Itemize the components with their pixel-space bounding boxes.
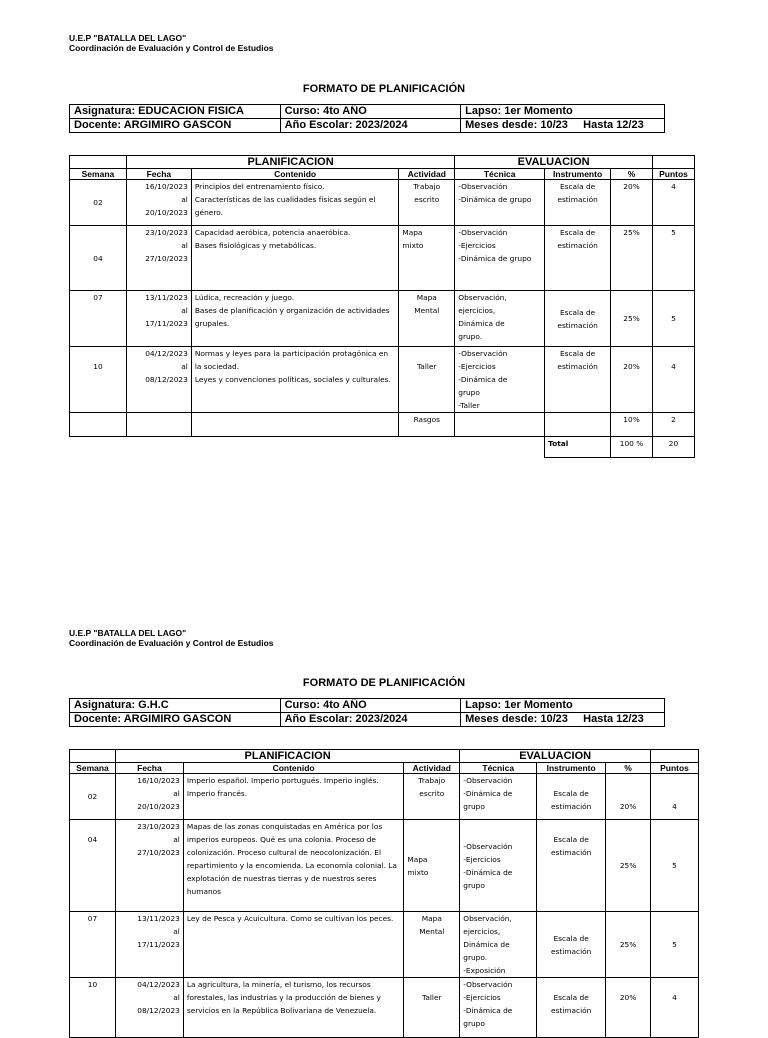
semana-cell: 07	[70, 912, 116, 978]
tecnica-cell: -Observación -Ejercicios -Dinámica de grupo -Taller	[455, 347, 545, 413]
fecha-cell: 13/11/2023 al 17/11/2023	[126, 291, 191, 347]
semana-cell: 10	[70, 978, 116, 1038]
total-label: Total	[545, 437, 611, 458]
letterhead	[69, 628, 274, 648]
letterhead	[69, 33, 274, 53]
col-fecha: Fecha	[115, 763, 183, 774]
actividad-cell: Trabajo escrito	[399, 180, 455, 226]
col-puntos: Puntos	[652, 169, 694, 180]
actividad-cell: Mapa Mental	[399, 291, 455, 347]
col-instrumento: Instrumento	[537, 763, 606, 774]
table-row	[70, 347, 695, 413]
semana-cell: 04	[70, 820, 116, 912]
puntos-cell: 5	[652, 226, 694, 291]
col-porcentaje: %	[606, 763, 651, 774]
school-name: U.E.P "BATALLA DEL LAGO"	[69, 33, 187, 43]
instrumento-cell: Escala de estimación	[545, 291, 611, 347]
col-actividad: Actividad	[399, 169, 455, 180]
actividad-cell: Taller	[399, 347, 455, 413]
tecnica-cell: -Observación -Ejercicios -Dinámica de grupo	[460, 820, 537, 912]
fecha-cell: 16/10/2023 al 20/10/2023	[126, 180, 191, 226]
puntos-cell: 5	[652, 291, 694, 347]
puntos-cell: 5	[651, 912, 699, 978]
porcentaje-cell: 25%	[611, 291, 653, 347]
actividad-cell: Mapa mixto	[404, 820, 460, 912]
contenido-cell: Mapas de las zonas conquistadas en América por los imperios europeos. Qué es una colonia. Proceso de colonización. Proceso cultural de neocolonización. El repartimiento y la encomienda. La economía colonial. La explotación de nuestras tierras y de nuestros seres humanos	[183, 820, 403, 912]
instrumento-cell: Escala de estimación	[537, 978, 606, 1038]
docente-cell: Docente: ARGIMIRO GASCON	[70, 119, 281, 133]
col-contenido: Contenido	[191, 169, 398, 180]
puntos-cell: 4	[651, 774, 699, 820]
fecha-cell: 23/10/2023 al 27/10/2023	[115, 820, 183, 912]
contenido-cell: Imperio español. Imperio portugués. Imperio inglés. Imperio francés.	[183, 774, 403, 820]
porcentaje-cell: 25%	[606, 912, 651, 978]
puntos-cell: 4	[652, 180, 694, 226]
fecha-cell: 04/12/2023 al 08/12/2023	[115, 978, 183, 1038]
tecnica-cell: Observación, ejercicios, Dinámica de grupo. -Exposición	[460, 912, 537, 978]
school-name: U.E.P "BATALLA DEL LAGO"	[69, 628, 187, 638]
semana-cell: 02	[70, 774, 116, 820]
table-row	[70, 226, 695, 291]
porcentaje-cell: 25%	[606, 820, 651, 912]
table-row	[70, 291, 695, 347]
contenido-cell: La agricultura, la minería, el turismo, los recursos forestales, las industrias y la producción de bienes y servicios en la República Bolivariana de Venezuela.	[183, 978, 403, 1038]
instrumento-cell: Escala de estimación	[537, 820, 606, 912]
docente-cell: Docente: ARGIMIRO GASCON	[70, 713, 281, 727]
semana-cell: 02	[70, 180, 127, 226]
fecha-cell: 04/12/2023 al 08/12/2023	[126, 347, 191, 413]
curso-cell: Curso: 4to AÑO	[280, 699, 461, 713]
curso-cell: Curso: 4to AÑO	[280, 105, 460, 119]
fecha-cell: 16/10/2023 al 20/10/2023	[115, 774, 183, 820]
total-puntos: 20	[652, 437, 694, 458]
semana-cell: 10	[70, 347, 127, 413]
porcentaje-cell: 20%	[606, 978, 651, 1038]
evaluacion-header: EVALUACION	[455, 156, 653, 169]
form-title: FORMATO DE PLANIFICACIÓN	[302, 83, 466, 95]
porcentaje-cell: 20%	[606, 774, 651, 820]
semana-cell: 04	[70, 226, 127, 291]
col-tecnica: Técnica	[455, 169, 545, 180]
tecnica-cell: -Observación -Dinámica de grupo	[455, 180, 545, 226]
contenido-cell: Principios del entrenamiento físico. Características de las cualidades físicas según el género.	[191, 180, 398, 226]
tecnica-cell: -Observación -Ejercicios -Dinámica de grupo	[455, 226, 545, 291]
contenido-cell: Lúdica, recreación y juego. Bases de planificación y organización de actividades grupales.	[191, 291, 398, 347]
meses-cell: Meses desde: 10/23 Hasta 12/23	[461, 119, 665, 133]
instrumento-cell: Escala de estimación	[545, 226, 611, 291]
col-tecnica: Técnica	[460, 763, 537, 774]
fecha-cell: 23/10/2023 al 27/10/2023	[126, 226, 191, 291]
tecnica-cell: Observación, ejercicios, Dinámica de grupo.	[455, 291, 545, 347]
col-puntos: Puntos	[651, 763, 699, 774]
instrumento-cell: Escala de estimación	[537, 774, 606, 820]
puntos-cell: 5	[651, 820, 699, 912]
planning-table	[69, 155, 695, 458]
col-semana: Semana	[70, 169, 127, 180]
asignatura-cell: Asignatura: G.H.C	[70, 699, 281, 713]
contenido-cell: Ley de Pesca y Acuicultura. Como se cultivan los peces.	[183, 912, 403, 978]
instrumento-cell: Escala de estimación	[545, 180, 611, 226]
table-row	[70, 912, 699, 978]
actividad-cell: Taller	[404, 978, 460, 1038]
anio-escolar-cell: Año Escolar: 2023/2024	[280, 713, 461, 727]
meses-cell: Meses desde: 10/23 Hasta 12/23	[461, 713, 665, 727]
info-table	[69, 104, 665, 133]
form-title: FORMATO DE PLANIFICACIÓN	[302, 677, 466, 689]
instrumento-cell: Escala de estimación	[537, 912, 606, 978]
porcentaje-cell: 20%	[611, 180, 653, 226]
col-contenido: Contenido	[183, 763, 403, 774]
lapso-cell: Lapso: 1er Momento	[461, 699, 665, 713]
table-row	[70, 820, 699, 912]
instrumento-cell: Escala de estimación	[545, 347, 611, 413]
tecnica-cell: -Observación -Dinámica de grupo	[460, 774, 537, 820]
actividad-cell: Mapa mixto	[399, 226, 455, 291]
contenido-cell: Capacidad aeróbica, potencia anaeróbica. Bases fisiológicas y metabólicas.	[191, 226, 398, 291]
department-name: Coordinación de Evaluación y Control de Estudios	[69, 43, 274, 53]
contenido-cell: Normas y leyes para la participación protagónica en la sociedad. Leyes y convenciones políticas, sociales y culturales.	[191, 347, 398, 413]
porcentaje-cell: 25%	[611, 226, 653, 291]
table-row	[70, 774, 699, 820]
planificacion-header: PLANIFICACION	[115, 750, 459, 763]
info-table	[69, 698, 665, 727]
puntos-cell: 2	[652, 413, 694, 437]
actividad-cell: Trabajo escrito	[404, 774, 460, 820]
puntos-cell: 4	[652, 347, 694, 413]
col-instrumento: Instrumento	[545, 169, 611, 180]
rasgos-cell: Rasgos	[399, 413, 455, 437]
col-porcentaje: %	[611, 169, 653, 180]
total-porcentaje: 100 %	[611, 437, 653, 458]
fecha-cell: 13/11/2023 al 17/11/2023	[115, 912, 183, 978]
total-row	[70, 437, 695, 458]
semana-cell: 07	[70, 291, 127, 347]
porcentaje-cell: 20%	[611, 347, 653, 413]
col-actividad: Actividad	[404, 763, 460, 774]
col-semana: Semana	[70, 763, 116, 774]
puntos-cell: 4	[651, 978, 699, 1038]
rasgos-row	[70, 413, 695, 437]
anio-escolar-cell: Año Escolar: 2023/2024	[280, 119, 460, 133]
department-name: Coordinación de Evaluación y Control de Estudios	[69, 638, 274, 648]
actividad-cell: Mapa Mental	[404, 912, 460, 978]
porcentaje-cell: 10%	[611, 413, 653, 437]
table-row	[70, 180, 695, 226]
evaluacion-header: EVALUACION	[460, 750, 651, 763]
asignatura-cell: Asignatura: EDUCACION FISICA	[70, 105, 281, 119]
table-row	[70, 978, 699, 1038]
lapso-cell: Lapso: 1er Momento	[461, 105, 665, 119]
planificacion-header: PLANIFICACION	[126, 156, 454, 169]
planning-table	[69, 749, 699, 1038]
col-fecha: Fecha	[126, 169, 191, 180]
tecnica-cell: -Observación -Ejercicios -Dinámica de grupo	[460, 978, 537, 1038]
